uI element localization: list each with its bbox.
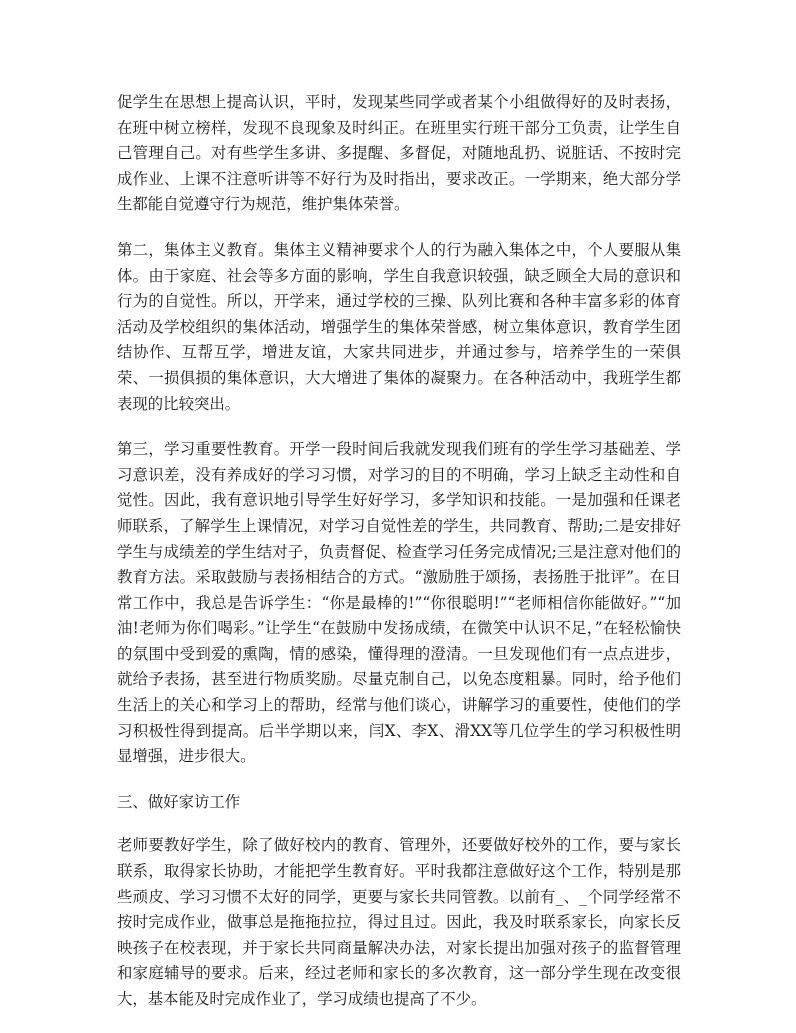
document-page <box>117 90 681 1033</box>
paragraph-home-visits: 老师要教好学生，除了做好校内的教育、管理外，还要做好校外的工作，要与家长联系，取得家长协助，才能把学生教育好。平时我都注意做好这个工作，特别是那些顽皮、学习习惯不太好的同学，更要与家长共同管教。以前有_、_个同学经常不按时完成作业，做事总是拖拖拉拉，得过且过。因此，我及时联系家长，向家长反映孩子在校表现，并于家长共同商量解决办法，对家长提出加强对孩子的监督管理和家庭辅导的要求。后来，经过老师和家长的多次教育，这一部分学生现在改变很大，基本能及时完成作业了，学习成绩也提高了不少。 <box>117 836 681 1008</box>
paragraph-study-importance-education: 第三，学习重要性教育。开学一段时间后我就发现我们班有的学生学习基础差、学习意识差，没有养成好的学习习惯，对学习的目的不明确，学习上缺乏主动性和自觉性。因此，我有意识地引导学生好好学习，多学知识和技能。一是加强和任课老师联系，了解学生上课情况，对学习自觉性差的学生，共同教育、帮助;二是安排好学生与成绩差的学生结对子，负责督促、检查学习任务完成情况;三是注意对他们的教育方法。采取鼓励与表扬相结合的方式。“激励胜于颂扬，表扬胜于批评”。在日常工作中，我总是告诉学生：“你是最棒的!”“你很聪明!”“老师相信你能做好。”“加油!老师为你们喝彩。”让学生“在鼓励中发扬成绩，在微笑中认识不足，”在轻松愉快的氛围中受到爱的熏陶，情的感染，懂得理的澄清。一旦发现他们有一点点进步，就给予表扬，甚至进行物质奖励。尽量克制自己，以免态度粗暴。同时，给予他们生活上的关心和学习上的帮助，经常与他们谈心，讲解学习的重要性，使他们的学习积极性得到提高。后半学期以来，闫X、李X、滑XX等几位学生的学习积极性明显增强，进步很大。 <box>117 440 681 766</box>
paragraph-collectivism-education: 第二，集体主义教育。集体主义精神要求个人的行为融入集体之中，个人要服从集体。由于家庭、社会等多方面的影响，学生自我意识较强，缺乏顾全大局的意识和行为的自觉性。所以，开学来，通过学校的三操、队列比赛和各种丰富多彩的体育活动及学校组织的集体活动，增强学生的集体荣誉感，树立集体意识，教育学生团结协作、互帮互学，增进友谊，大家共同进步，并通过参与，培养学生的一荣俱荣、一损俱损的集体意识，大大增进了集体的凝聚力。在各种活动中，我班学生都表现的比较突出。 <box>117 240 681 413</box>
paragraph-behavior-education: 促学生在思想上提高认识，平时，发现某些同学或者某个小组做得好的及时表扬，在班中树立榜样，发现不良现象及时纠正。在班里实行班干部分工负责，让学生自己管理自己。对有些学生多讲、多提醒、多督促，对随地乱扔、说脏话、不按时完成作业、上课不注意听讲等不好行为及时指出，要求改正。一学期来，绝大部分学生都能自觉遵守行为规范，维护集体荣誉。 <box>117 93 681 214</box>
section-heading-home-visits: 三、做好家访工作 <box>117 792 241 811</box>
